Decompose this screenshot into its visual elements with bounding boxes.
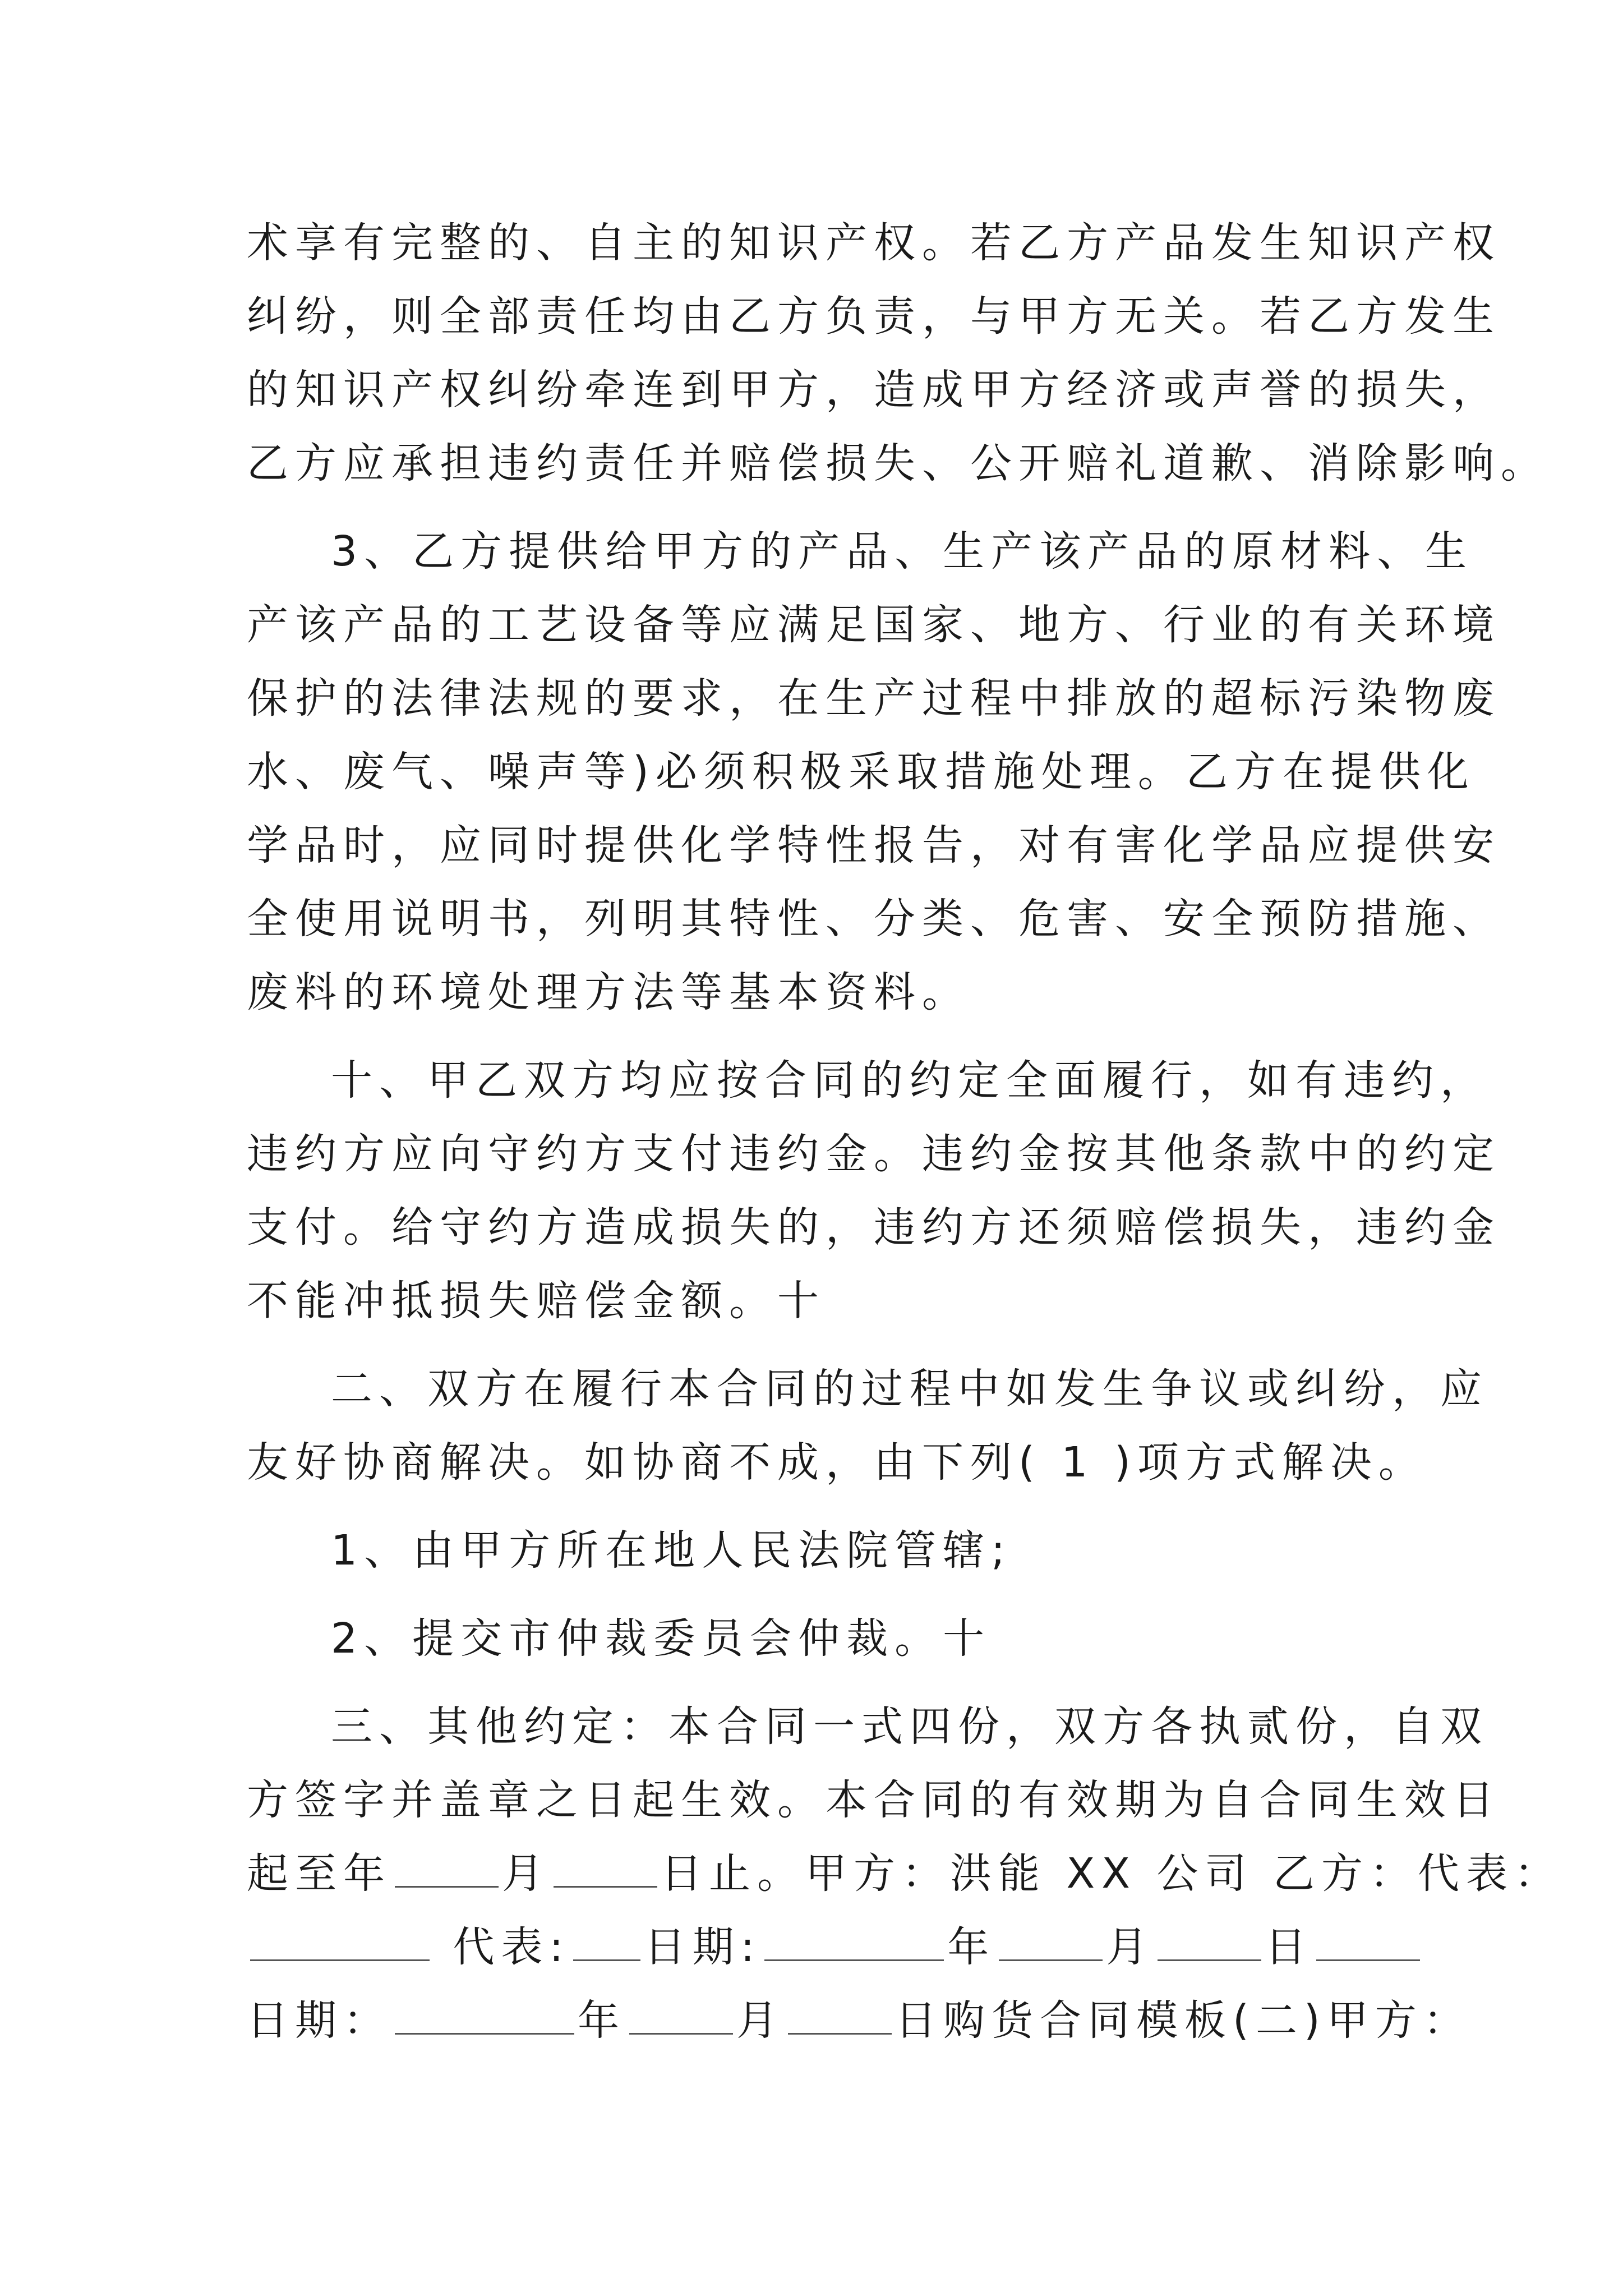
text-line: 二、双方在履行本合同的过程中如发生争议或纠纷，应 <box>331 1365 1488 1413</box>
text-segment: 代表: <box>453 1923 570 1971</box>
blank-field <box>573 1924 640 1961</box>
blank-field <box>395 1850 499 1888</box>
text-segment: 年 <box>578 1996 626 2045</box>
text-segment: 日止。甲方：洪能 XX 公司 乙方：代表： <box>661 1849 1562 1898</box>
text-segment: 起至年 <box>247 1849 391 1898</box>
text-line: 支付。给守约方造成损失的，违约方还须赔偿损失，违约金 <box>247 1203 1501 1251</box>
text-line: 方签字并盖章之日起生效。本合同的有效期为自合同生效日 <box>247 1776 1501 1824</box>
text-line: 的知识产权纠纷牵连到甲方，造成甲方经济或声誉的损失， <box>247 366 1501 414</box>
text-line: 学品时，应同时提供化学特性报告，对有害化学品应提供安 <box>247 821 1501 869</box>
text-segment: 日期: <box>644 1923 762 1971</box>
blank-field <box>250 1924 430 1961</box>
text-line: 水、废气、噪声等)必须积极采取措施处理。乙方在提供化 <box>247 748 1476 796</box>
text-segment: 月 <box>736 1996 785 2045</box>
text-line: 三、其他约定：本合同一式四份，双方各执贰份，自双 <box>331 1703 1488 1751</box>
text-segment: 年 <box>947 1923 996 1971</box>
text-line: 术享有完整的、自主的知识产权。若乙方产品发生知识产权 <box>247 219 1501 267</box>
text-line: 违约方应向守约方支付违约金。违约金按其他条款中的约定 <box>247 1130 1501 1178</box>
text-line: 2、提交市仲裁委员会仲裁。十 <box>331 1614 992 1663</box>
text-line: 3、乙方提供给甲方的产品、生产该产品的原材料、生 <box>331 527 1474 576</box>
blank-field <box>1158 1924 1261 1961</box>
text-line: 不能冲抵损失赔偿金额。十 <box>247 1277 826 1325</box>
blank-field <box>764 1924 944 1961</box>
text-line: 十、甲乙双方均应按合同的约定全面履行，如有违约， <box>331 1056 1488 1105</box>
text-segment: 日 <box>1265 1923 1313 1971</box>
blank-field <box>554 1850 657 1888</box>
validity-line <box>247 1837 1562 1911</box>
text-segment: 日购货合同模板(二)甲方： <box>895 1996 1472 2045</box>
text-line: 废料的环境处理方法等基本资料。 <box>247 968 970 1016</box>
text-line: 乙方应承担违约责任并赔偿损失、公开赔礼道歉、消除影响。 <box>247 439 1549 487</box>
blank-field <box>395 1997 574 2035</box>
contract-text <box>247 206 1562 2058</box>
blank-field <box>629 1997 733 2035</box>
blank-field <box>788 1997 892 2035</box>
text-line: 1、由甲方所在地人民法院管辖; <box>331 1526 1012 1575</box>
signature-line <box>247 1911 1413 1984</box>
blank-field <box>1316 1924 1420 1961</box>
text-segment: 日期： <box>247 1996 391 2045</box>
text-segment: 月 <box>502 1849 550 1898</box>
date-line <box>247 1984 1472 2058</box>
text-line: 纠纷，则全部责任均由乙方负责，与甲方无关。若乙方发生 <box>247 292 1501 341</box>
text-line: 产该产品的工艺设备等应满足国家、地方、行业的有关环境 <box>247 601 1501 649</box>
text-line: 友好协商解决。如协商不成，由下列( 1 )项方式解决。 <box>247 1438 1427 1487</box>
blank-field <box>999 1924 1103 1961</box>
text-line: 全使用说明书，列明其特性、分类、危害、安全预防措施、 <box>247 895 1501 943</box>
text-line: 保护的法律法规的要求，在生产过程中排放的超标污染物废 <box>247 674 1501 723</box>
text-segment: 月 <box>1106 1923 1155 1971</box>
